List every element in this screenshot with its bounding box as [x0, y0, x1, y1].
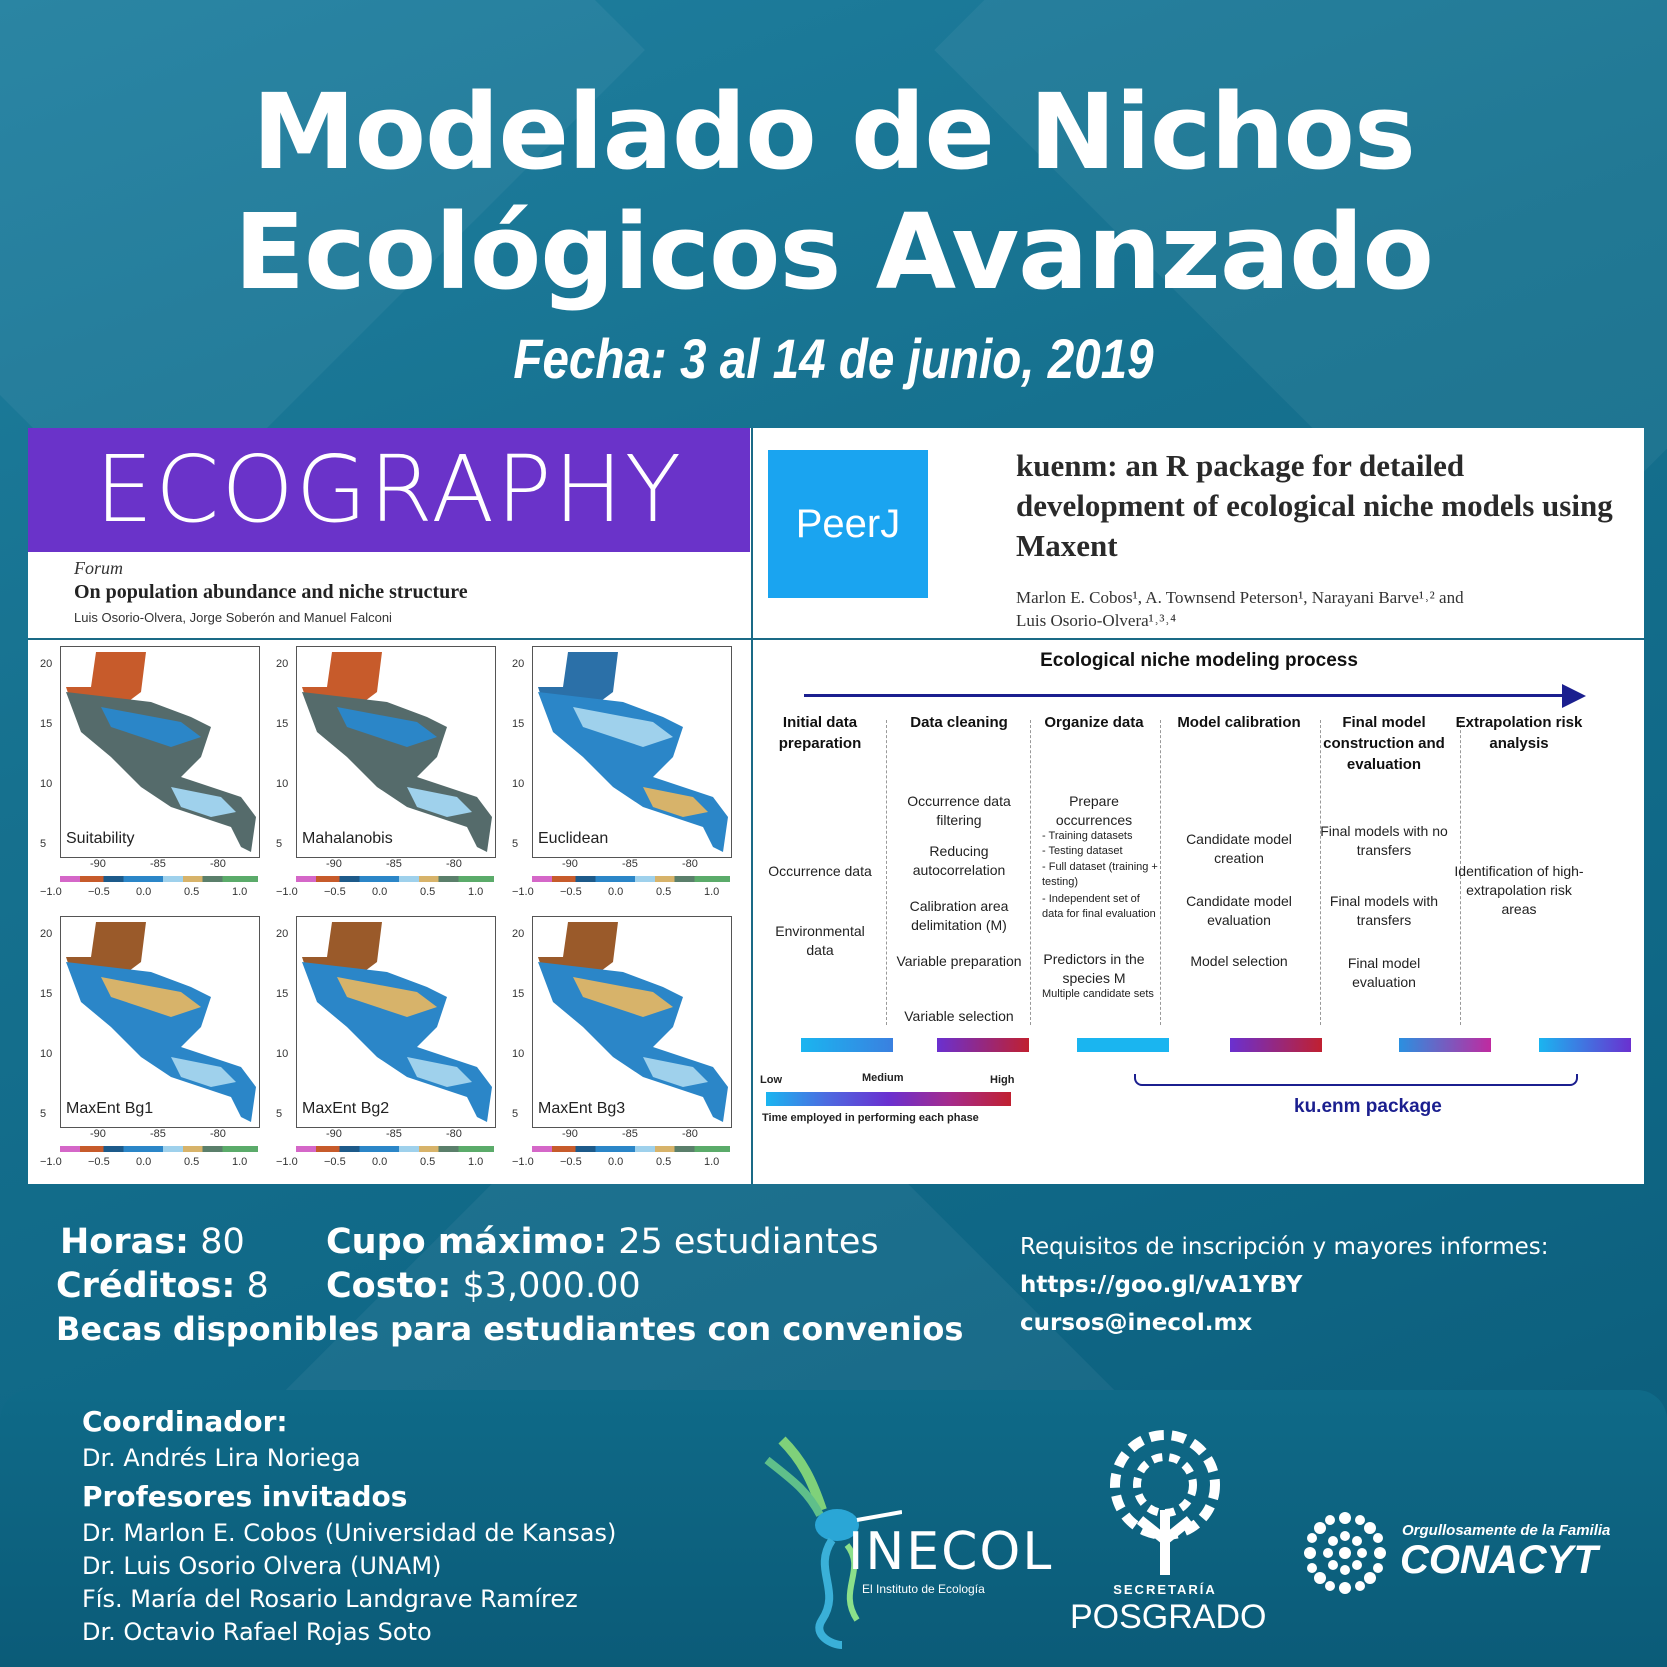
process-item: Candidate model evaluation: [1186, 893, 1292, 928]
map-label: Suitability: [66, 830, 135, 847]
process-column: [1314, 712, 1454, 1032]
map-plot-area: [296, 916, 496, 1128]
map-colorbar: [60, 876, 258, 882]
process-item: Model selection: [1190, 953, 1288, 969]
tree-people-icon: [1080, 1430, 1250, 1580]
profesores-label: Profesores invitados: [82, 1480, 408, 1513]
package-brace: [1134, 1074, 1578, 1086]
map-y-tick: 20: [276, 928, 289, 940]
map-x-tick: -80: [446, 858, 462, 870]
colorbar-tick: 1.0: [468, 1156, 484, 1168]
map-x-tick: -85: [150, 858, 166, 870]
process-column: [1164, 712, 1314, 1032]
map-x-tick: -80: [682, 858, 698, 870]
legend-medium: Medium: [862, 1072, 904, 1084]
map-y-tick: 5: [40, 1108, 47, 1120]
map-label: MaxEnt Bg3: [538, 1100, 626, 1117]
colorbar-tick: −0.5: [324, 886, 346, 898]
kuenm-authors: [1016, 586, 1616, 632]
colorbar-tick: −1.0: [512, 886, 534, 898]
panel-divider-horizontal: [28, 638, 1644, 640]
map-x-tick: -80: [210, 858, 226, 870]
phase-bar-4: [1230, 1038, 1322, 1052]
map-y-tick: 15: [40, 718, 53, 730]
colorbar-tick: 0.0: [608, 886, 624, 898]
kuenm-title: kuenm: an R package for detailed development of ecological niche models using Maxent: [1016, 448, 1613, 563]
map-panel: [264, 642, 500, 912]
process-column: [760, 712, 880, 1032]
profesor-1: Dr. Marlon E. Cobos (Universidad de Kansas): [82, 1519, 617, 1547]
map-y-tick: 20: [40, 928, 53, 940]
process-item: - Training datasets: [1042, 830, 1133, 842]
map-shape: [533, 647, 731, 857]
process-column-heading: Organize data: [1044, 714, 1144, 731]
colorbar-tick: 0.0: [372, 886, 388, 898]
map-x-tick: -80: [682, 1128, 698, 1140]
colorbar-tick: 0.0: [136, 886, 152, 898]
process-item: Candidate model creation: [1186, 831, 1292, 866]
map-plot-area: [532, 916, 732, 1128]
map-y-tick: 10: [512, 1048, 525, 1060]
map-y-tick: 10: [512, 778, 525, 790]
coordinador-name: Dr. Andrés Lira Noriega: [82, 1444, 361, 1472]
colorbar-tick: 0.5: [184, 886, 200, 898]
kuenm-authors-line2: Luis Osorio-Olvera¹˒³˒⁴: [1016, 611, 1177, 630]
map-x-tick: -90: [90, 1128, 106, 1140]
creditos-row: [56, 1264, 269, 1308]
posgrado-name: POSGRADO: [1070, 1598, 1267, 1636]
colorbar-tick: −1.0: [40, 1156, 62, 1168]
colorbar-tick: 0.5: [656, 1156, 672, 1168]
map-colorbar: [532, 876, 730, 882]
colorbar-tick: 0.5: [184, 1156, 200, 1168]
legend-gradient-bar: [766, 1092, 1011, 1106]
conacyt-logo: [1300, 1500, 1620, 1610]
colorbar-tick: 0.5: [420, 886, 436, 898]
map-x-tick: -90: [562, 858, 578, 870]
peerj-logo: PeerJ: [768, 450, 928, 598]
phase-bar-6: [1539, 1038, 1631, 1052]
inecol-name: INECOL: [848, 1522, 1054, 1582]
page-title: [0, 72, 1667, 312]
phase-bar-5: [1399, 1038, 1491, 1052]
map-y-tick: 10: [40, 1048, 53, 1060]
map-y-tick: 20: [276, 658, 289, 670]
map-colorbar: [296, 1146, 494, 1152]
map-x-tick: -85: [622, 858, 638, 870]
map-colorbar: [296, 876, 494, 882]
colorbar-tick: −1.0: [276, 1156, 298, 1168]
process-item: Final models with no transfers: [1320, 823, 1448, 858]
map-shape: [533, 917, 731, 1127]
cupo-value: 25 estudiantes: [618, 1222, 879, 1262]
conacyt-tagline: Orgullosamente de la Familia: [1402, 1522, 1611, 1539]
legend-high: High: [990, 1074, 1015, 1086]
colorbar-tick: −0.5: [324, 1156, 346, 1168]
map-y-tick: 5: [276, 838, 283, 850]
coordinador-label: Coordinador:: [82, 1405, 288, 1438]
colorbar-tick: −0.5: [88, 1156, 110, 1168]
map-x-tick: -85: [386, 1128, 402, 1140]
process-column-heading: Data cleaning: [910, 714, 1008, 731]
colorbar-tick: 1.0: [704, 886, 720, 898]
map-panel: [28, 912, 264, 1182]
colorbar-tick: −0.5: [560, 1156, 582, 1168]
process-item: - Full dataset (training + testing): [1042, 861, 1158, 888]
colorbar-tick: 0.5: [420, 1156, 436, 1168]
map-y-tick: 10: [276, 1048, 289, 1060]
legend-low: Low: [760, 1074, 782, 1086]
process-item: Environmental data: [775, 923, 865, 958]
posgrado-secretaria: SECRETARÍA: [1113, 1582, 1217, 1597]
map-y-tick: 20: [512, 928, 525, 940]
costo-value: $3,000.00: [462, 1266, 641, 1306]
map-plot-area: [296, 646, 496, 858]
map-shape: [61, 647, 259, 857]
colorbar-tick: −1.0: [40, 886, 62, 898]
conacyt-dots-icon: [1300, 1508, 1390, 1598]
process-column-heading: Final model construction and evaluation: [1323, 714, 1445, 773]
map-y-tick: 15: [276, 988, 289, 1000]
process-column: [1034, 712, 1158, 1032]
profesor-4: Dr. Octavio Rafael Rojas Soto: [82, 1618, 432, 1646]
phase-bar-1: [801, 1038, 893, 1052]
contact-email[interactable]: cursos@inecol.mx: [1020, 1310, 1253, 1336]
process-column-heading: Extrapolation risk analysis: [1455, 714, 1583, 752]
map-y-tick: 15: [40, 988, 53, 1000]
course-info: [56, 1220, 269, 1308]
process-item: Prepare occurrences: [1055, 793, 1133, 828]
horas-row: [60, 1220, 269, 1264]
map-y-tick: 15: [512, 718, 525, 730]
process-item: - Testing dataset: [1042, 845, 1123, 857]
map-y-tick: 5: [40, 838, 47, 850]
process-column: [894, 712, 1024, 1032]
process-item: Identification of high-extrapolation risk areas: [1454, 863, 1584, 917]
process-title: Ecological niche modeling process: [1040, 650, 1358, 671]
colorbar-tick: 1.0: [232, 1156, 248, 1168]
map-x-tick: -80: [446, 1128, 462, 1140]
map-plot-area: [60, 646, 260, 858]
ecography-forum: Forum: [74, 558, 123, 578]
process-divider: [1160, 720, 1161, 1025]
creditos-label: Créditos:: [56, 1266, 236, 1306]
map-panel: [28, 642, 264, 912]
horas-label: Horas:: [60, 1222, 190, 1262]
colorbar-tick: 0.5: [656, 886, 672, 898]
process-diagram: [754, 642, 1644, 1184]
map-y-tick: 10: [276, 778, 289, 790]
map-panel: [500, 642, 736, 912]
process-arrowhead: [1562, 684, 1586, 708]
map-shape: [61, 917, 259, 1127]
creditos-value: 8: [246, 1266, 269, 1306]
requisitos-text: Requisitos de inscripción y mayores informes:: [1020, 1234, 1549, 1260]
map-x-tick: -85: [150, 1128, 166, 1140]
colorbar-tick: −0.5: [88, 886, 110, 898]
process-divider: [886, 720, 887, 1025]
process-column-heading: Model calibration: [1177, 714, 1301, 731]
phase-bar-3: [1077, 1038, 1169, 1052]
map-panel: [264, 912, 500, 1182]
map-grid: [28, 642, 750, 1184]
process-item: Final models with transfers: [1329, 893, 1439, 928]
process-divider: [1030, 720, 1031, 1025]
course-date: Fecha: 3 al 14 de junio, 2019: [513, 327, 1154, 390]
title-line-1: Modelado de Nichos: [252, 71, 1415, 193]
panel-divider-vertical: [751, 428, 753, 1184]
registration-url[interactable]: https://goo.gl/vA1YBY: [1020, 1272, 1303, 1298]
map-y-tick: 5: [512, 838, 519, 850]
map-y-tick: 10: [40, 778, 53, 790]
map-label: MaxEnt Bg2: [302, 1100, 390, 1117]
conacyt-name: CONACYT: [1400, 1538, 1598, 1582]
map-y-tick: 20: [40, 658, 53, 670]
horas-value: 80: [200, 1222, 245, 1262]
process-arrow: [804, 694, 1574, 697]
colorbar-tick: −1.0: [512, 1156, 534, 1168]
legend-caption: Time employed in performing each phase: [762, 1112, 979, 1124]
cupo-row: [326, 1220, 879, 1264]
profesor-3: Fís. María del Rosario Landgrave Ramírez: [82, 1585, 578, 1613]
map-y-tick: 5: [276, 1108, 283, 1120]
map-shape: [297, 917, 495, 1127]
map-y-tick: 15: [512, 988, 525, 1000]
map-plot-area: [60, 916, 260, 1128]
colorbar-tick: −0.5: [560, 886, 582, 898]
process-item: Occurrence data filtering: [907, 793, 1011, 828]
ecography-title: On population abundance and niche structure: [74, 581, 468, 603]
ecography-authors: Luis Osorio-Olvera, Jorge Soberón and Manuel Falconi: [74, 610, 392, 625]
kuenm-authors-line1: Marlon E. Cobos¹, A. Townsend Peterson¹, Narayani Barve¹˒² and: [1016, 588, 1464, 607]
costo-row: [326, 1264, 879, 1308]
map-x-tick: -90: [562, 1128, 578, 1140]
map-x-tick: -90: [326, 1128, 342, 1140]
map-label: MaxEnt Bg1: [66, 1100, 154, 1117]
colorbar-tick: 0.0: [136, 1156, 152, 1168]
map-x-tick: -85: [386, 858, 402, 870]
ecography-article: [74, 558, 734, 625]
map-shape: [297, 647, 495, 857]
process-item: Predictors in the species M: [1043, 951, 1145, 986]
inecol-logo: [740, 1420, 1054, 1650]
cupo-label: Cupo máximo:: [326, 1222, 608, 1262]
publications-panel: [28, 428, 1644, 1184]
process-item: Final model evaluation: [1347, 955, 1421, 990]
map-x-tick: -80: [210, 1128, 226, 1140]
map-panel: [500, 912, 736, 1182]
colorbar-tick: 0.0: [608, 1156, 624, 1168]
map-label: Mahalanobis: [302, 830, 393, 847]
package-label: ku.enm package: [1294, 1096, 1442, 1117]
process-item: - Independent set of data for final evaluation: [1042, 893, 1156, 920]
becas-text: Becas disponibles para estudiantes con convenios: [56, 1310, 964, 1348]
costo-label: Costo:: [326, 1266, 452, 1306]
profesor-2: Dr. Luis Osorio Olvera (UNAM): [82, 1552, 442, 1580]
process-item: Variable selection: [904, 1008, 1014, 1024]
process-item: Reducing autocorrelation: [912, 843, 1006, 878]
colorbar-tick: 1.0: [232, 886, 248, 898]
process-item: Variable preparation: [896, 953, 1022, 969]
process-item: Calibration area delimitation (M): [909, 898, 1009, 933]
map-colorbar: [532, 1146, 730, 1152]
colorbar-tick: 1.0: [704, 1156, 720, 1168]
colorbar-tick: 0.0: [372, 1156, 388, 1168]
process-item: Occurrence data: [768, 863, 872, 879]
map-x-tick: -85: [622, 1128, 638, 1140]
staff-list: [82, 1402, 616, 1649]
phase-bar-2: [937, 1038, 1029, 1052]
course-info-2: [326, 1220, 879, 1308]
map-y-tick: 5: [512, 1108, 519, 1120]
process-column-heading: Initial data preparation: [778, 714, 862, 752]
ecography-header: ECOGRAPHY: [28, 428, 750, 552]
colorbar-tick: −1.0: [276, 886, 298, 898]
map-y-tick: 20: [512, 658, 525, 670]
registration-info: [1020, 1228, 1549, 1342]
map-plot-area: [532, 646, 732, 858]
title-line-2: Ecológicos Avanzado: [234, 191, 1433, 313]
map-colorbar: [60, 1146, 258, 1152]
process-column: [1454, 712, 1584, 1032]
map-x-tick: -90: [326, 858, 342, 870]
posgrado-logo: [1070, 1430, 1267, 1650]
process-item: Multiple candidate sets: [1042, 988, 1154, 1000]
inecol-subtitle: El Instituto de Ecología: [862, 1582, 985, 1596]
map-label: Euclidean: [538, 830, 609, 847]
map-x-tick: -90: [90, 858, 106, 870]
colorbar-tick: 1.0: [468, 886, 484, 898]
map-y-tick: 15: [276, 718, 289, 730]
